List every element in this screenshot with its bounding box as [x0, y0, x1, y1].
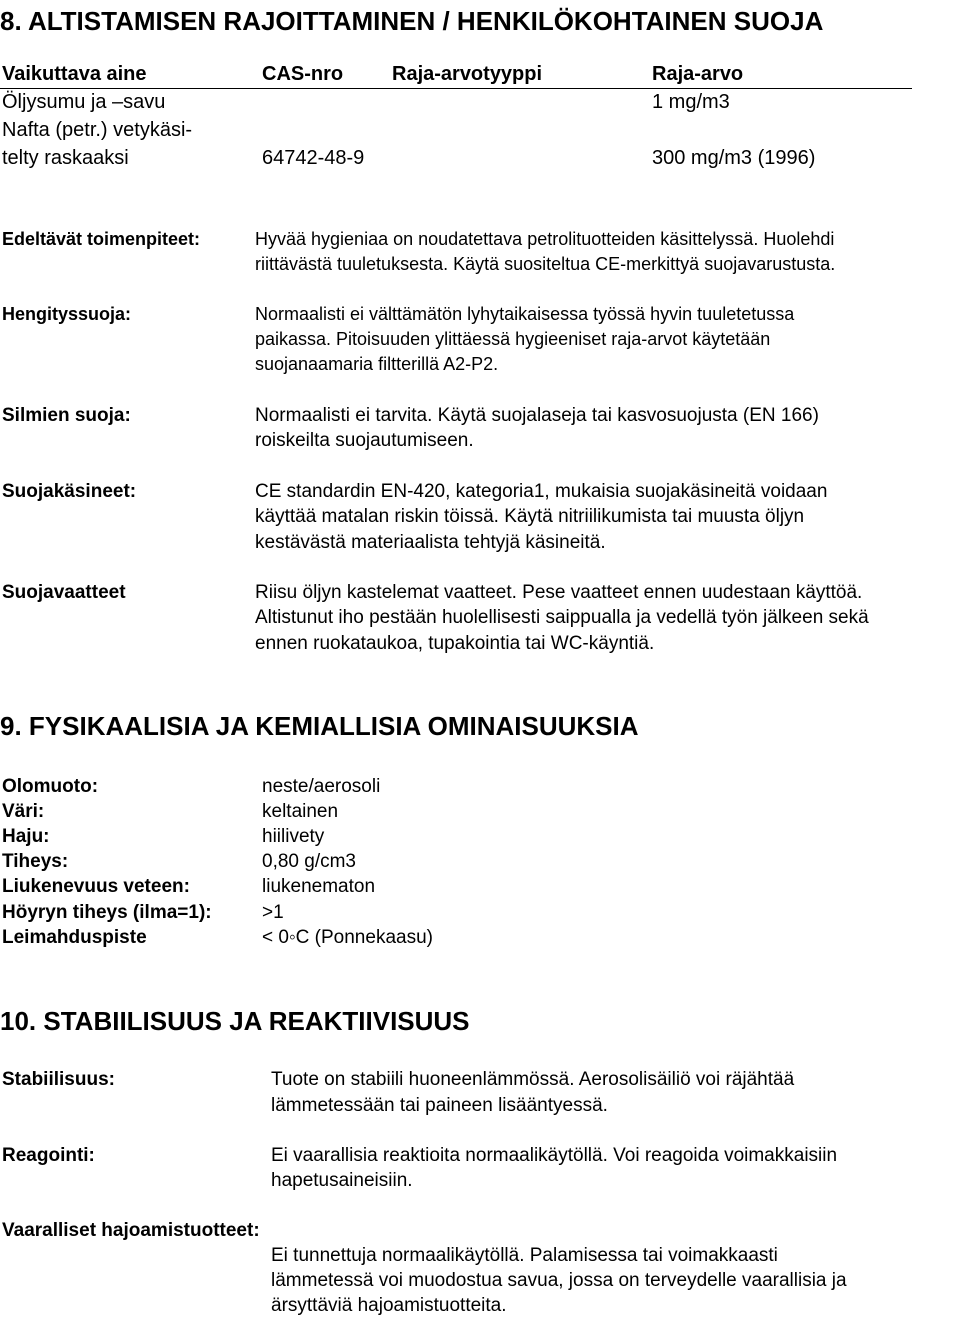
preventive-label: Edeltävät toimenpiteet:: [2, 229, 201, 249]
row2-value: 300 mg/m3 (1996): [652, 147, 816, 169]
property-value-color: keltainen: [262, 801, 339, 822]
clothing-text-line2: Altistunut iho pestään huolellisesti saippualla ja vedellä työn jälkeen sekä: [255, 607, 869, 628]
property-value-state: neste/aerosoli: [262, 776, 381, 797]
eye-label: Silmien suoja:: [2, 405, 131, 426]
property-label-color: Väri:: [2, 801, 45, 822]
stability-label: Stabiilisuus:: [2, 1069, 115, 1090]
gloves-text-line3: kestävästä materiaalista tehtyjä käsineitä.: [255, 532, 606, 553]
stability-text-line1: Tuote on stabiili huoneenlämmössä. Aerosolisäiliö voi räjähtää: [271, 1069, 795, 1090]
property-value-solubility: liukenematon: [262, 876, 376, 897]
section-8-heading: 8. ALTISTAMISEN RAJOITTAMINEN / HENKILÖKOHTAINEN SUOJA: [0, 6, 824, 36]
row2-cas: 64742-48-9: [262, 147, 365, 169]
decomposition-text-line2: lämmetessä voi muodostua savua, jossa on terveydelle vaarallisia ja: [271, 1270, 847, 1291]
property-label-density: Tiheys:: [2, 851, 69, 872]
eye-text-line1: Normaalisti ei tarvita. Käytä suojalaseja tai kasvosuojusta (EN 166): [255, 405, 819, 426]
section-9-heading: 9. FYSIKAALISIA JA KEMIALLISIA OMINAISUUKSIA: [0, 711, 639, 741]
eye-text-line2: roiskeilta suojautumiseen.: [255, 430, 474, 451]
property-label-odor: Haju:: [2, 826, 50, 847]
respiratory-text-line3: suojanaamaria filtterillä A2-P2.: [255, 354, 499, 374]
reactivity-text-line1: Ei vaarallisia reaktioita normaalikäytöllä. Voi reagoida voimakkaisiin: [271, 1145, 838, 1166]
clothing-label: Suojavaatteet: [2, 582, 126, 603]
gloves-label: Suojakäsineet:: [2, 481, 137, 502]
decomposition-label: Vaaralliset hajoamistuotteet:: [2, 1220, 260, 1241]
row1-value: 1 mg/m3: [652, 91, 730, 113]
preventive-text-line1: Hyvää hygieniaa on noudatettava petrolituotteiden käsittelyssä. Huolehdi: [255, 229, 835, 249]
row1-substance: Öljysumu ja –savu: [2, 91, 166, 113]
reactivity-label: Reagointi:: [2, 1145, 95, 1166]
property-value-odor: hiilivety: [262, 826, 325, 847]
row2-substance-line1: Nafta (petr.) vetykäsi-: [2, 119, 193, 141]
respiratory-label: Hengityssuoja:: [2, 304, 132, 324]
reactivity-text-line2: hapetusaineisiin.: [271, 1170, 413, 1191]
section-10-heading: 10. STABIILISUUS JA REAKTIIVISUUS: [0, 1006, 470, 1036]
header-limit-type: Raja-arvotyyppi: [392, 63, 543, 85]
respiratory-text-line2: paikassa. Pitoisuuden ylittäessä hygieeniset raja-arvot käytetään: [255, 329, 771, 349]
decomposition-text-line3: ärsyttäviä hajoamistuotteita.: [271, 1295, 507, 1316]
row2-substance-line2: telty raskaaksi: [2, 147, 129, 169]
preventive-text-line2: riittävästä tuuletuksesta. Käytä suositeltua CE-merkittyä suojavarustusta.: [255, 254, 836, 274]
property-value-vapor-density: >1: [262, 902, 284, 923]
property-value-flash-point: < 0◦C (Ponnekaasu): [262, 927, 433, 948]
header-substance: Vaikuttava aine: [2, 63, 147, 85]
header-cas: CAS-nro: [262, 63, 344, 85]
property-label-flash-point: Leimahduspiste: [2, 927, 147, 948]
decomposition-text-line1: Ei tunnettuja normaalikäytöllä. Palamisessa tai voimakkaasti: [271, 1245, 778, 1266]
property-label-state: Olomuoto:: [2, 776, 99, 797]
header-limit-value: Raja-arvo: [652, 63, 744, 85]
table-header-underline: [0, 88, 912, 89]
clothing-text-line1: Riisu öljyn kastelemat vaatteet. Pese vaatteet ennen uudestaan käyttöä.: [255, 582, 863, 603]
property-label-vapor-density: Höyryn tiheys (ilma=1):: [2, 902, 212, 923]
gloves-text-line2: käyttää matalan riskin töissä. Käytä nitriilikumista tai muusta öljyn: [255, 506, 805, 527]
property-label-solubility: Liukenevuus veteen:: [2, 876, 190, 897]
stability-text-line2: lämmetessään tai paineen lisääntyessä.: [271, 1095, 608, 1116]
clothing-text-line3: ennen ruokataukoa, tupakointia tai WC-käyntiä.: [255, 633, 655, 654]
property-value-density: 0,80 g/cm3: [262, 851, 356, 872]
respiratory-text-line1: Normaalisti ei välttämätön lyhytaikaisessa työssä hyvin tuuletetussa: [255, 304, 795, 324]
gloves-text-line1: CE standardin EN-420, kategoria1, mukaisia suojakäsineitä voidaan: [255, 481, 828, 502]
